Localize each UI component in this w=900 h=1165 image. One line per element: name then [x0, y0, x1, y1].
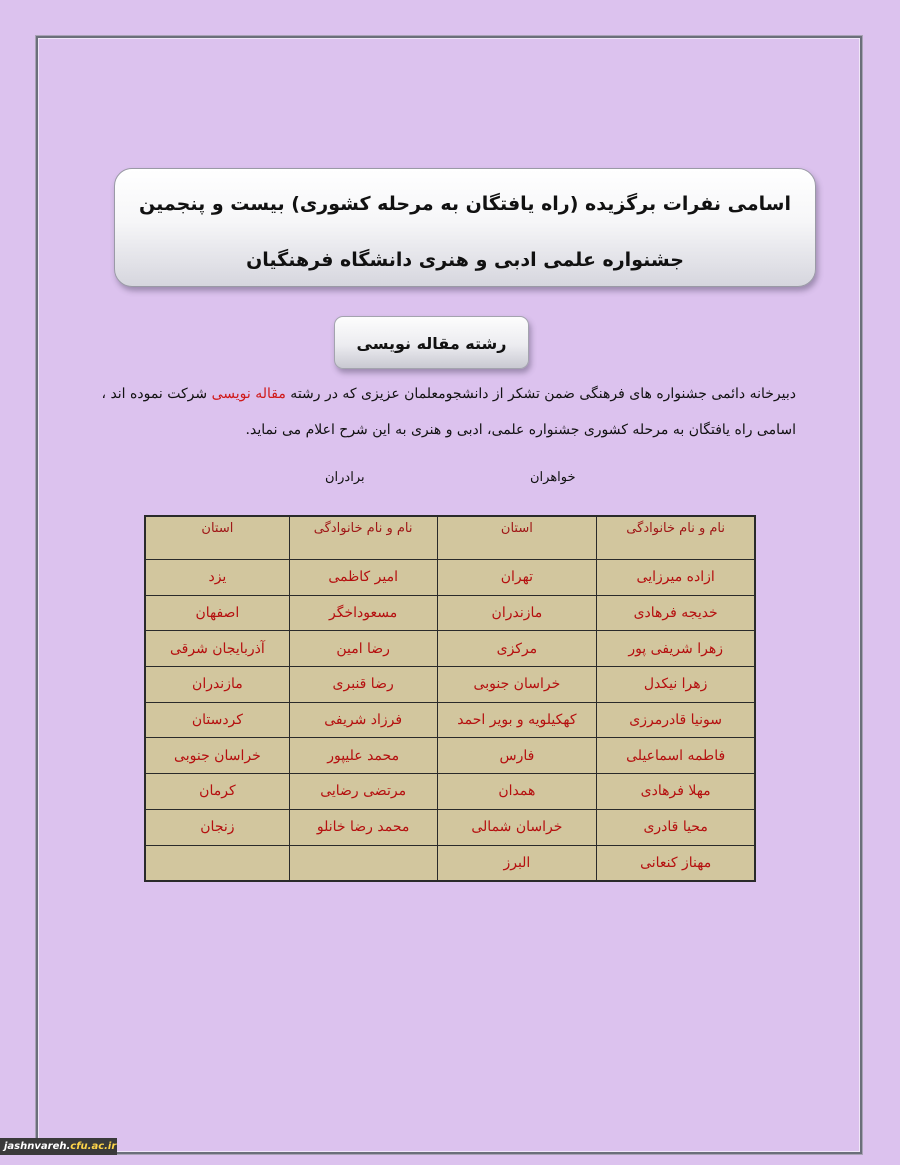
- table-cell: مرتضی رضایی: [289, 774, 437, 810]
- intro-text-end: شرکت نموده اند ،: [101, 386, 212, 402]
- table-cell: فارس: [437, 738, 597, 774]
- table-cell: مازندران: [146, 667, 290, 703]
- table-cell: البرز: [437, 845, 597, 881]
- table-cell: خدیجه فرهادی: [597, 595, 755, 631]
- watermark-text: jashnvareh.: [4, 1141, 71, 1152]
- table-cell: یزد: [146, 560, 290, 596]
- table-cell: محیا قادری: [597, 809, 755, 845]
- table-cell: محمد علیپور: [289, 738, 437, 774]
- table-row: [146, 738, 755, 774]
- table-cell: فرزاد شریفی: [289, 702, 437, 738]
- intro-line-1: [101, 386, 796, 402]
- table-row: [146, 845, 755, 881]
- table-row: [146, 560, 755, 596]
- table-row: [146, 595, 755, 631]
- table-cell: رضا امین: [289, 631, 437, 667]
- header-brother-province: استان: [146, 517, 290, 560]
- table-cell: فاطمه اسماعیلی: [597, 738, 755, 774]
- table-cell: ازاده میرزایی: [597, 560, 755, 596]
- sisters-label: خواهران: [530, 470, 576, 485]
- header-brother-name: نام و نام خانوادگی: [289, 517, 437, 560]
- table-cell: کرمان: [146, 774, 290, 810]
- section-tab-article-writing: رشته مقاله نویسی: [334, 316, 529, 369]
- table-cell: زنجان: [146, 809, 290, 845]
- table-cell: اصفهان: [146, 595, 290, 631]
- table-cell: مرکزی: [437, 631, 597, 667]
- table-cell: زهرا نیکدل: [597, 667, 755, 703]
- table-cell: کهکیلویه و بویر احمد: [437, 702, 597, 738]
- table-cell: [289, 845, 437, 881]
- table-cell: مهناز کنعانی: [597, 845, 755, 881]
- table-cell: خراسان شمالی: [437, 809, 597, 845]
- table-cell: کردستان: [146, 702, 290, 738]
- table-cell: همدان: [437, 774, 597, 810]
- table-cell: تهران: [437, 560, 597, 596]
- table-row: [146, 774, 755, 810]
- table-cell: آذربایجان شرقی: [146, 631, 290, 667]
- table-row: [146, 702, 755, 738]
- table-row: [146, 631, 755, 667]
- table-cell: محمد رضا خانلو: [289, 809, 437, 845]
- table-cell: زهرا شریفی پور: [597, 631, 755, 667]
- intro-line-2: اسامی راه یافتگان به مرحله کشوری جشنواره علمی، ادبی و هنری به این شرح اعلام می نماید.: [245, 422, 796, 438]
- header-sister-name: نام و نام خانوادگی: [597, 517, 755, 560]
- table-cell: رضا قنبری: [289, 667, 437, 703]
- site-watermark: [0, 1138, 117, 1155]
- title-line-2: جشنواره علمی ادبی و هنری دانشگاه فرهنگیان: [246, 249, 684, 271]
- table-cell: مازندران: [437, 595, 597, 631]
- title-line-1: اسامی نفرات برگزیده (راه یافتگان به مرحله کشوری) بیست و پنجمین: [139, 193, 791, 215]
- table-cell: مهلا فرهادی: [597, 774, 755, 810]
- table-cell: خراسان جنوبی: [437, 667, 597, 703]
- field-name-highlight: مقاله نویسی: [211, 386, 286, 402]
- table-row: [146, 667, 755, 703]
- table-row: [146, 809, 755, 845]
- table-header-row: [146, 517, 755, 560]
- intro-text-start: دبیرخانه دائمی جشنواره های فرهنگی ضمن تشکر از دانشجومعلمان عزیزی که در رشته: [285, 386, 796, 402]
- table-cell: امیر کاظمی: [289, 560, 437, 596]
- brothers-label: برادران: [325, 470, 365, 485]
- watermark-domain: cfu.ac.ir: [70, 1141, 117, 1152]
- table-cell: [146, 845, 290, 881]
- table-cell: سونیا قادرمرزی: [597, 702, 755, 738]
- winners-table: [145, 516, 755, 881]
- table-cell: مسعوداخگر: [289, 595, 437, 631]
- title-banner: [114, 168, 816, 287]
- header-sister-province: استان: [437, 517, 597, 560]
- table-cell: خراسان جنوبی: [146, 738, 290, 774]
